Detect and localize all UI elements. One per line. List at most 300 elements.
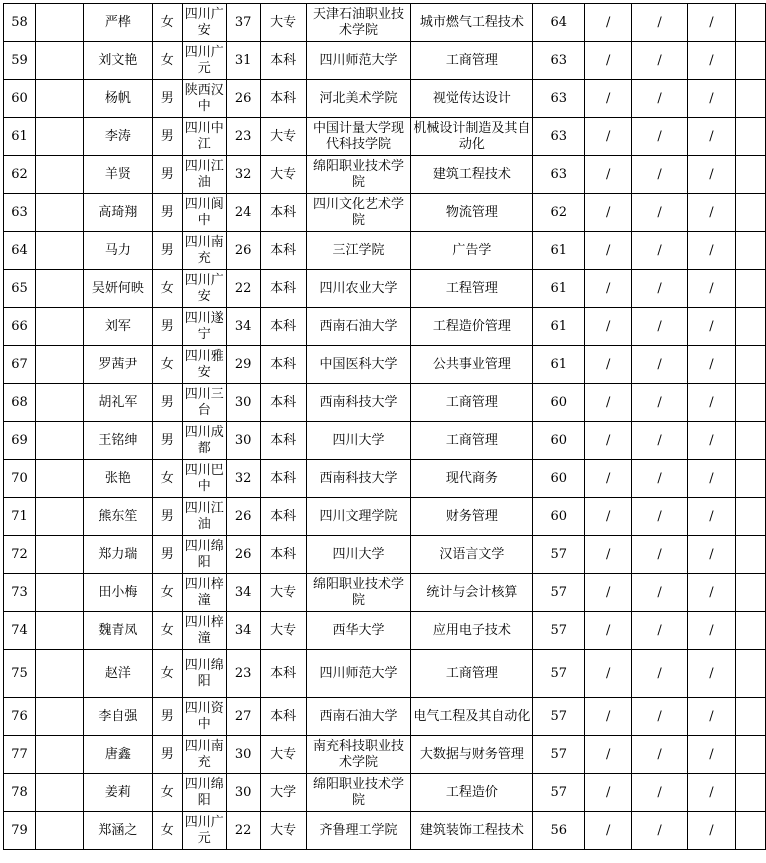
blank-cell xyxy=(35,574,83,612)
blank-cell xyxy=(735,232,765,270)
table-row xyxy=(4,118,766,156)
blank-cell xyxy=(735,774,765,812)
degree-cell: 本科 xyxy=(260,536,306,574)
blank-cell xyxy=(735,422,765,460)
degree-cell: 本科 xyxy=(260,308,306,346)
age-cell: 24 xyxy=(226,194,260,232)
slash-cell: / xyxy=(688,80,736,118)
origin-cell: 四川梓潼 xyxy=(182,574,226,612)
slash-cell: / xyxy=(632,574,688,612)
gender-cell: 女 xyxy=(152,650,182,698)
blank-cell xyxy=(35,232,83,270)
age-cell: 26 xyxy=(226,232,260,270)
score-cell: 63 xyxy=(533,42,585,80)
slash-cell: / xyxy=(585,736,632,774)
slash-cell: / xyxy=(585,270,632,308)
age-cell: 22 xyxy=(226,812,260,850)
gender-cell: 女 xyxy=(152,774,182,812)
major-cell: 工程管理 xyxy=(411,270,533,308)
row-number: 63 xyxy=(4,194,36,232)
school-cell: 西南科技大学 xyxy=(306,460,411,498)
school-cell: 中国计量大学现代科技学院 xyxy=(306,118,411,156)
slash-cell: / xyxy=(632,736,688,774)
slash-cell: / xyxy=(632,118,688,156)
major-cell: 机械设计制造及其自动化 xyxy=(411,118,533,156)
name-cell: 张艳 xyxy=(83,460,152,498)
origin-cell: 四川巴中 xyxy=(182,460,226,498)
major-cell: 建筑工程技术 xyxy=(411,156,533,194)
school-cell: 西南石油大学 xyxy=(306,308,411,346)
origin-cell: 四川绵阳 xyxy=(182,774,226,812)
age-cell: 26 xyxy=(226,498,260,536)
degree-cell: 本科 xyxy=(260,498,306,536)
major-cell: 电气工程及其自动化 xyxy=(411,698,533,736)
score-cell: 57 xyxy=(533,650,585,698)
slash-cell: / xyxy=(632,156,688,194)
gender-cell: 男 xyxy=(152,308,182,346)
major-cell: 建筑装饰工程技术 xyxy=(411,812,533,850)
slash-cell: / xyxy=(585,384,632,422)
slash-cell: / xyxy=(585,4,632,42)
name-cell: 吴妍何映 xyxy=(83,270,152,308)
name-cell: 田小梅 xyxy=(83,574,152,612)
major-cell: 物流管理 xyxy=(411,194,533,232)
slash-cell: / xyxy=(632,42,688,80)
major-cell: 现代商务 xyxy=(411,460,533,498)
gender-cell: 女 xyxy=(152,346,182,384)
origin-cell: 四川江油 xyxy=(182,498,226,536)
gender-cell: 男 xyxy=(152,156,182,194)
slash-cell: / xyxy=(632,4,688,42)
degree-cell: 本科 xyxy=(260,422,306,460)
major-cell: 工商管理 xyxy=(411,650,533,698)
blank-cell xyxy=(735,308,765,346)
age-cell: 26 xyxy=(226,80,260,118)
gender-cell: 男 xyxy=(152,232,182,270)
name-cell: 熊东笙 xyxy=(83,498,152,536)
origin-cell: 四川广元 xyxy=(182,812,226,850)
blank-cell xyxy=(735,650,765,698)
slash-cell: / xyxy=(632,422,688,460)
score-cell: 56 xyxy=(533,812,585,850)
table-row xyxy=(4,42,766,80)
blank-cell xyxy=(35,612,83,650)
score-cell: 64 xyxy=(533,4,585,42)
origin-cell: 四川梓潼 xyxy=(182,612,226,650)
name-cell: 唐鑫 xyxy=(83,736,152,774)
slash-cell: / xyxy=(688,736,736,774)
age-cell: 34 xyxy=(226,574,260,612)
school-cell: 四川大学 xyxy=(306,422,411,460)
degree-cell: 大专 xyxy=(260,736,306,774)
row-number: 64 xyxy=(4,232,36,270)
table-row xyxy=(4,536,766,574)
gender-cell: 女 xyxy=(152,460,182,498)
slash-cell: / xyxy=(585,422,632,460)
blank-cell xyxy=(35,384,83,422)
name-cell: 罗茜尹 xyxy=(83,346,152,384)
school-cell: 四川文化艺术学院 xyxy=(306,194,411,232)
gender-cell: 男 xyxy=(152,698,182,736)
blank-cell xyxy=(735,460,765,498)
table-row xyxy=(4,232,766,270)
slash-cell: / xyxy=(688,42,736,80)
candidate-table xyxy=(3,3,766,850)
blank-cell xyxy=(735,194,765,232)
score-cell: 60 xyxy=(533,460,585,498)
score-cell: 57 xyxy=(533,774,585,812)
slash-cell: / xyxy=(585,42,632,80)
slash-cell: / xyxy=(688,4,736,42)
origin-cell: 四川南充 xyxy=(182,736,226,774)
age-cell: 27 xyxy=(226,698,260,736)
table-row xyxy=(4,774,766,812)
major-cell: 工商管理 xyxy=(411,422,533,460)
major-cell: 公共事业管理 xyxy=(411,346,533,384)
score-cell: 57 xyxy=(533,536,585,574)
table-row xyxy=(4,736,766,774)
degree-cell: 大专 xyxy=(260,812,306,850)
blank-cell xyxy=(35,774,83,812)
gender-cell: 女 xyxy=(152,612,182,650)
age-cell: 26 xyxy=(226,536,260,574)
slash-cell: / xyxy=(688,536,736,574)
degree-cell: 大专 xyxy=(260,574,306,612)
age-cell: 30 xyxy=(226,774,260,812)
name-cell: 姜莉 xyxy=(83,774,152,812)
table-row xyxy=(4,612,766,650)
table-row xyxy=(4,698,766,736)
name-cell: 刘文艳 xyxy=(83,42,152,80)
blank-cell xyxy=(735,156,765,194)
row-number: 76 xyxy=(4,698,36,736)
blank-cell xyxy=(735,42,765,80)
degree-cell: 本科 xyxy=(260,650,306,698)
age-cell: 23 xyxy=(226,650,260,698)
degree-cell: 本科 xyxy=(260,270,306,308)
slash-cell: / xyxy=(688,308,736,346)
degree-cell: 大专 xyxy=(260,118,306,156)
row-number: 60 xyxy=(4,80,36,118)
age-cell: 30 xyxy=(226,384,260,422)
name-cell: 羊贤 xyxy=(83,156,152,194)
major-cell: 视觉传达设计 xyxy=(411,80,533,118)
slash-cell: / xyxy=(632,612,688,650)
name-cell: 赵洋 xyxy=(83,650,152,698)
major-cell: 城市燃气工程技术 xyxy=(411,4,533,42)
table-row xyxy=(4,422,766,460)
slash-cell: / xyxy=(632,80,688,118)
slash-cell: / xyxy=(632,384,688,422)
origin-cell: 四川广安 xyxy=(182,4,226,42)
school-cell: 四川师范大学 xyxy=(306,650,411,698)
slash-cell: / xyxy=(632,812,688,850)
gender-cell: 女 xyxy=(152,574,182,612)
slash-cell: / xyxy=(632,498,688,536)
degree-cell: 本科 xyxy=(260,42,306,80)
school-cell: 天津石油职业技术学院 xyxy=(306,4,411,42)
table-row xyxy=(4,346,766,384)
gender-cell: 男 xyxy=(152,194,182,232)
slash-cell: / xyxy=(585,80,632,118)
school-cell: 四川农业大学 xyxy=(306,270,411,308)
gender-cell: 男 xyxy=(152,384,182,422)
name-cell: 王铭绅 xyxy=(83,422,152,460)
blank-cell xyxy=(35,812,83,850)
name-cell: 严桦 xyxy=(83,4,152,42)
slash-cell: / xyxy=(585,698,632,736)
major-cell: 统计与会计核算 xyxy=(411,574,533,612)
row-number: 65 xyxy=(4,270,36,308)
school-cell: 西南科技大学 xyxy=(306,384,411,422)
table-body xyxy=(4,4,766,850)
row-number: 67 xyxy=(4,346,36,384)
blank-cell xyxy=(735,384,765,422)
origin-cell: 陕西汉中 xyxy=(182,80,226,118)
school-cell: 四川文理学院 xyxy=(306,498,411,536)
school-cell: 中国医科大学 xyxy=(306,346,411,384)
school-cell: 三江学院 xyxy=(306,232,411,270)
degree-cell: 大学 xyxy=(260,774,306,812)
origin-cell: 四川绵阳 xyxy=(182,536,226,574)
table-row xyxy=(4,308,766,346)
score-cell: 57 xyxy=(533,574,585,612)
slash-cell: / xyxy=(688,384,736,422)
slash-cell: / xyxy=(585,612,632,650)
slash-cell: / xyxy=(585,460,632,498)
name-cell: 刘军 xyxy=(83,308,152,346)
blank-cell xyxy=(735,812,765,850)
age-cell: 22 xyxy=(226,270,260,308)
blank-cell xyxy=(35,460,83,498)
origin-cell: 四川雅安 xyxy=(182,346,226,384)
name-cell: 胡礼军 xyxy=(83,384,152,422)
gender-cell: 男 xyxy=(152,80,182,118)
blank-cell xyxy=(735,736,765,774)
degree-cell: 本科 xyxy=(260,194,306,232)
slash-cell: / xyxy=(585,156,632,194)
major-cell: 工程造价 xyxy=(411,774,533,812)
age-cell: 32 xyxy=(226,156,260,194)
row-number: 58 xyxy=(4,4,36,42)
row-number: 78 xyxy=(4,774,36,812)
school-cell: 四川师范大学 xyxy=(306,42,411,80)
school-cell: 河北美术学院 xyxy=(306,80,411,118)
slash-cell: / xyxy=(632,232,688,270)
blank-cell xyxy=(735,612,765,650)
origin-cell: 四川中江 xyxy=(182,118,226,156)
table-row xyxy=(4,384,766,422)
blank-cell xyxy=(35,422,83,460)
slash-cell: / xyxy=(632,270,688,308)
slash-cell: / xyxy=(688,118,736,156)
score-cell: 57 xyxy=(533,612,585,650)
origin-cell: 四川南充 xyxy=(182,232,226,270)
slash-cell: / xyxy=(688,270,736,308)
slash-cell: / xyxy=(585,232,632,270)
blank-cell xyxy=(35,194,83,232)
age-cell: 30 xyxy=(226,422,260,460)
blank-cell xyxy=(35,736,83,774)
gender-cell: 女 xyxy=(152,270,182,308)
origin-cell: 四川广安 xyxy=(182,270,226,308)
major-cell: 工商管理 xyxy=(411,42,533,80)
blank-cell xyxy=(35,80,83,118)
major-cell: 应用电子技术 xyxy=(411,612,533,650)
gender-cell: 男 xyxy=(152,118,182,156)
table-row xyxy=(4,270,766,308)
score-cell: 63 xyxy=(533,80,585,118)
score-cell: 61 xyxy=(533,308,585,346)
blank-cell xyxy=(35,346,83,384)
row-number: 62 xyxy=(4,156,36,194)
gender-cell: 男 xyxy=(152,536,182,574)
age-cell: 32 xyxy=(226,460,260,498)
table-row xyxy=(4,194,766,232)
slash-cell: / xyxy=(632,650,688,698)
origin-cell: 四川资中 xyxy=(182,698,226,736)
slash-cell: / xyxy=(688,156,736,194)
row-number: 59 xyxy=(4,42,36,80)
name-cell: 郑涵之 xyxy=(83,812,152,850)
row-number: 66 xyxy=(4,308,36,346)
age-cell: 34 xyxy=(226,308,260,346)
score-cell: 60 xyxy=(533,422,585,460)
gender-cell: 女 xyxy=(152,42,182,80)
major-cell: 汉语言文学 xyxy=(411,536,533,574)
blank-cell xyxy=(35,498,83,536)
row-number: 73 xyxy=(4,574,36,612)
blank-cell xyxy=(35,42,83,80)
slash-cell: / xyxy=(688,346,736,384)
origin-cell: 四川三台 xyxy=(182,384,226,422)
degree-cell: 本科 xyxy=(260,460,306,498)
table-row xyxy=(4,650,766,698)
gender-cell: 女 xyxy=(152,4,182,42)
table-row xyxy=(4,4,766,42)
gender-cell: 男 xyxy=(152,422,182,460)
major-cell: 广告学 xyxy=(411,232,533,270)
degree-cell: 本科 xyxy=(260,384,306,422)
table-row xyxy=(4,812,766,850)
slash-cell: / xyxy=(688,194,736,232)
row-number: 71 xyxy=(4,498,36,536)
name-cell: 杨帆 xyxy=(83,80,152,118)
slash-cell: / xyxy=(632,774,688,812)
origin-cell: 四川广元 xyxy=(182,42,226,80)
degree-cell: 本科 xyxy=(260,232,306,270)
row-number: 72 xyxy=(4,536,36,574)
slash-cell: / xyxy=(632,536,688,574)
row-number: 75 xyxy=(4,650,36,698)
slash-cell: / xyxy=(688,574,736,612)
origin-cell: 四川绵阳 xyxy=(182,650,226,698)
gender-cell: 男 xyxy=(152,736,182,774)
age-cell: 37 xyxy=(226,4,260,42)
slash-cell: / xyxy=(688,698,736,736)
school-cell: 绵阳职业技术学院 xyxy=(306,156,411,194)
score-cell: 63 xyxy=(533,118,585,156)
row-number: 74 xyxy=(4,612,36,650)
blank-cell xyxy=(735,574,765,612)
name-cell: 李涛 xyxy=(83,118,152,156)
blank-cell xyxy=(35,270,83,308)
row-number: 70 xyxy=(4,460,36,498)
slash-cell: / xyxy=(585,194,632,232)
blank-cell xyxy=(35,4,83,42)
blank-cell xyxy=(35,698,83,736)
score-cell: 57 xyxy=(533,698,585,736)
slash-cell: / xyxy=(632,194,688,232)
age-cell: 30 xyxy=(226,736,260,774)
row-number: 68 xyxy=(4,384,36,422)
school-cell: 绵阳职业技术学院 xyxy=(306,574,411,612)
slash-cell: / xyxy=(585,118,632,156)
slash-cell: / xyxy=(688,232,736,270)
major-cell: 工程造价管理 xyxy=(411,308,533,346)
score-cell: 62 xyxy=(533,194,585,232)
origin-cell: 四川遂宁 xyxy=(182,308,226,346)
score-cell: 57 xyxy=(533,736,585,774)
degree-cell: 大专 xyxy=(260,156,306,194)
gender-cell: 男 xyxy=(152,498,182,536)
table-row xyxy=(4,574,766,612)
blank-cell xyxy=(735,118,765,156)
slash-cell: / xyxy=(688,460,736,498)
blank-cell xyxy=(735,698,765,736)
school-cell: 南充科技职业技术学院 xyxy=(306,736,411,774)
degree-cell: 大专 xyxy=(260,4,306,42)
name-cell: 李自强 xyxy=(83,698,152,736)
slash-cell: / xyxy=(632,698,688,736)
score-cell: 60 xyxy=(533,384,585,422)
degree-cell: 本科 xyxy=(260,346,306,384)
blank-cell xyxy=(735,80,765,118)
slash-cell: / xyxy=(585,536,632,574)
table-row xyxy=(4,460,766,498)
origin-cell: 四川成都 xyxy=(182,422,226,460)
blank-cell xyxy=(735,4,765,42)
slash-cell: / xyxy=(585,774,632,812)
slash-cell: / xyxy=(688,422,736,460)
blank-cell xyxy=(35,536,83,574)
name-cell: 高琦翔 xyxy=(83,194,152,232)
score-cell: 61 xyxy=(533,232,585,270)
slash-cell: / xyxy=(688,650,736,698)
table-row xyxy=(4,498,766,536)
blank-cell xyxy=(35,156,83,194)
blank-cell xyxy=(735,270,765,308)
table-row xyxy=(4,80,766,118)
slash-cell: / xyxy=(632,346,688,384)
slash-cell: / xyxy=(585,346,632,384)
major-cell: 财务管理 xyxy=(411,498,533,536)
name-cell: 郑力瑞 xyxy=(83,536,152,574)
score-cell: 61 xyxy=(533,270,585,308)
age-cell: 29 xyxy=(226,346,260,384)
age-cell: 34 xyxy=(226,612,260,650)
slash-cell: / xyxy=(585,574,632,612)
score-cell: 60 xyxy=(533,498,585,536)
school-cell: 四川大学 xyxy=(306,536,411,574)
school-cell: 齐鲁理工学院 xyxy=(306,812,411,850)
degree-cell: 大专 xyxy=(260,612,306,650)
slash-cell: / xyxy=(688,812,736,850)
blank-cell xyxy=(35,118,83,156)
degree-cell: 本科 xyxy=(260,80,306,118)
blank-cell xyxy=(735,498,765,536)
slash-cell: / xyxy=(688,498,736,536)
